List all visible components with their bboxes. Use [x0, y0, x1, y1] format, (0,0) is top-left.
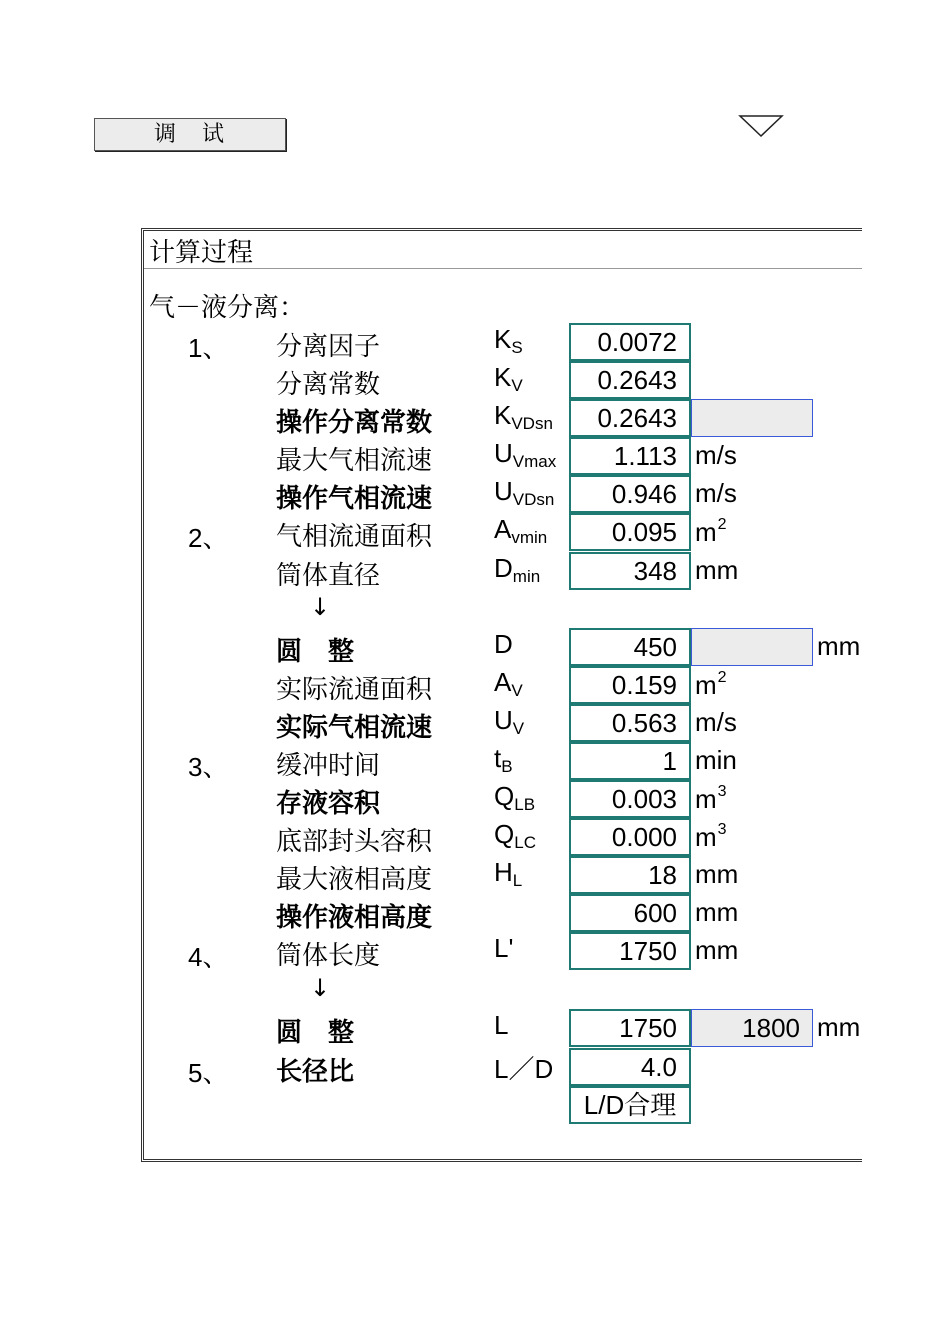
input-cell-8[interactable]: [691, 628, 813, 666]
row-number-16: 4、: [188, 942, 229, 972]
unit-text: m/s: [695, 440, 737, 470]
unit-text: m: [695, 670, 717, 700]
row-label-16: 筒体长度: [276, 941, 381, 971]
dropdown-arrow-icon[interactable]: [738, 114, 784, 138]
symbol-main: A: [494, 514, 512, 544]
row-label-13: 底部封头容积: [276, 827, 433, 857]
section-heading: 气－液分离：: [149, 293, 306, 323]
symbol-subscript: Vmax: [512, 452, 557, 471]
down-arrow-1: ↓: [310, 593, 331, 621]
symbol-main: H: [494, 857, 513, 887]
row-number-6: 2、: [188, 523, 229, 553]
row-symbol-9: [494, 667, 523, 701]
result-note-cell: L/D合理: [569, 1086, 691, 1124]
row-label-8: 圆 整: [276, 637, 355, 667]
row-label-14: 最大液相高度: [276, 865, 433, 895]
debug-button[interactable]: 调 试: [94, 118, 286, 151]
symbol-main: L／D: [494, 1054, 554, 1084]
row-symbol-6: [494, 514, 547, 548]
down-arrow-2: ↓: [310, 974, 331, 1002]
value-cell-3: 0.2643: [569, 399, 691, 437]
value-cell-7: 348: [569, 552, 691, 590]
symbol-subscript: LC: [514, 833, 536, 852]
symbol-main: D: [494, 629, 513, 659]
row-label-5: 操作气相流速: [276, 484, 433, 514]
value-cell-17: 1750: [569, 1009, 691, 1047]
unit-5: [695, 478, 737, 509]
unit-text: min: [695, 745, 737, 775]
value-cell-10: 0.563: [569, 704, 691, 742]
unit-superscript: 2: [717, 516, 727, 533]
row-label-10: 实际气相流速: [276, 713, 433, 743]
symbol-subscript: V: [511, 681, 523, 700]
symbol-main: K: [494, 324, 512, 354]
value-cell-4: 1.113: [569, 437, 691, 475]
symbol-subscript: V: [512, 719, 525, 738]
symbol-subscript: VDsn: [511, 414, 553, 433]
row-symbol-2: [494, 362, 523, 396]
row-symbol-13: [494, 819, 536, 853]
unit-6: [695, 516, 727, 548]
symbol-main: Q: [494, 819, 515, 849]
symbol-main: U: [494, 438, 513, 468]
unit-4: [695, 440, 737, 471]
value-cell-5: 0.946: [569, 475, 691, 513]
unit-right-8: mm: [817, 631, 861, 661]
input-cell-17[interactable]: 1800: [691, 1009, 813, 1047]
unit-13: [695, 821, 727, 853]
row-label-1: 分离因子: [276, 332, 381, 362]
row-symbol-5: [494, 476, 554, 510]
unit-15: [695, 897, 738, 928]
value-cell-1: 0.0072: [569, 323, 691, 361]
unit-text: m/s: [695, 707, 737, 737]
panel-title: 计算过程: [149, 238, 254, 268]
row-label-3: 操作分离常数: [276, 408, 433, 438]
symbol-main: D: [494, 553, 513, 583]
value-cell-13: 0.000: [569, 818, 691, 856]
unit-text: mm: [695, 935, 739, 965]
row-number-11: 3、: [188, 752, 229, 782]
row-symbol-1: [494, 324, 523, 358]
symbol-main: L': [494, 933, 514, 963]
unit-text: m: [695, 784, 717, 814]
title-divider: [144, 268, 862, 269]
unit-11: [695, 745, 737, 776]
row-symbol-10: [494, 705, 524, 739]
unit-superscript: 3: [717, 783, 727, 800]
row-label-2: 分离常数: [276, 370, 381, 400]
symbol-main: K: [494, 362, 512, 392]
value-cell-18: 4.0: [569, 1048, 691, 1086]
row-label-6: 气相流通面积: [276, 522, 433, 552]
unit-text: m: [695, 822, 717, 852]
symbol-subscript: VDsn: [512, 490, 555, 509]
value-cell-16: 1750: [569, 932, 691, 970]
row-label-11: 缓冲时间: [276, 751, 381, 781]
symbol-main: Q: [494, 781, 515, 811]
value-cell-2: 0.2643: [569, 361, 691, 399]
value-cell-11: 1: [569, 742, 691, 780]
unit-12: [695, 783, 727, 815]
row-symbol-8: [494, 629, 513, 660]
symbol-main: t: [494, 743, 502, 773]
unit-text: m: [695, 517, 717, 547]
row-label-7: 筒体直径: [276, 561, 381, 591]
symbol-main: L: [494, 1010, 509, 1040]
row-symbol-17: [494, 1010, 508, 1041]
input-cell-3[interactable]: [691, 399, 813, 437]
unit-text: mm: [695, 897, 739, 927]
row-number-1: 1、: [188, 333, 229, 363]
row-symbol-11: [494, 743, 513, 777]
unit-superscript: 3: [717, 821, 727, 838]
symbol-main: A: [494, 667, 512, 697]
value-cell-9: 0.159: [569, 666, 691, 704]
unit-text: mm: [695, 555, 739, 585]
row-label-12: 存液容积: [276, 789, 381, 819]
symbol-subscript: L: [512, 871, 523, 890]
symbol-subscript: V: [511, 376, 523, 395]
unit-14: [695, 859, 738, 890]
row-symbol-4: [494, 438, 556, 472]
unit-superscript: 2: [717, 669, 727, 686]
row-symbol-16: [494, 933, 513, 964]
row-symbol-18: [494, 1049, 553, 1086]
unit-text: mm: [695, 859, 739, 889]
value-cell-15: 600: [569, 894, 691, 932]
row-label-9: 实际流通面积: [276, 675, 433, 705]
unit-text: m/s: [695, 478, 737, 508]
row-symbol-14: [494, 857, 522, 891]
value-cell-12: 0.003: [569, 780, 691, 818]
unit-7: [695, 555, 738, 586]
symbol-subscript: B: [501, 757, 513, 776]
value-cell-8: 450: [569, 628, 691, 666]
row-label-17: 圆 整: [276, 1018, 355, 1048]
row-label-4: 最大气相流速: [276, 446, 433, 476]
value-cell-14: 18: [569, 856, 691, 894]
unit-10: [695, 707, 737, 738]
symbol-subscript: LB: [514, 795, 536, 814]
symbol-subscript: vmin: [511, 528, 548, 547]
row-symbol-3: [494, 400, 553, 434]
symbol-main: U: [494, 705, 513, 735]
symbol-subscript: S: [511, 338, 523, 357]
symbol-subscript: min: [512, 567, 541, 586]
unit-9: [695, 669, 727, 701]
unit-right-17: mm: [817, 1012, 861, 1042]
row-label-15: 操作液相高度: [276, 903, 433, 933]
row-symbol-7: [494, 553, 540, 587]
symbol-main: U: [494, 476, 513, 506]
row-label-18: 长径比: [276, 1057, 355, 1087]
row-symbol-12: [494, 781, 535, 815]
symbol-main: K: [494, 400, 512, 430]
unit-16: [695, 935, 738, 966]
row-number-18: 5、: [188, 1058, 229, 1088]
value-cell-6: 0.095: [569, 513, 691, 551]
